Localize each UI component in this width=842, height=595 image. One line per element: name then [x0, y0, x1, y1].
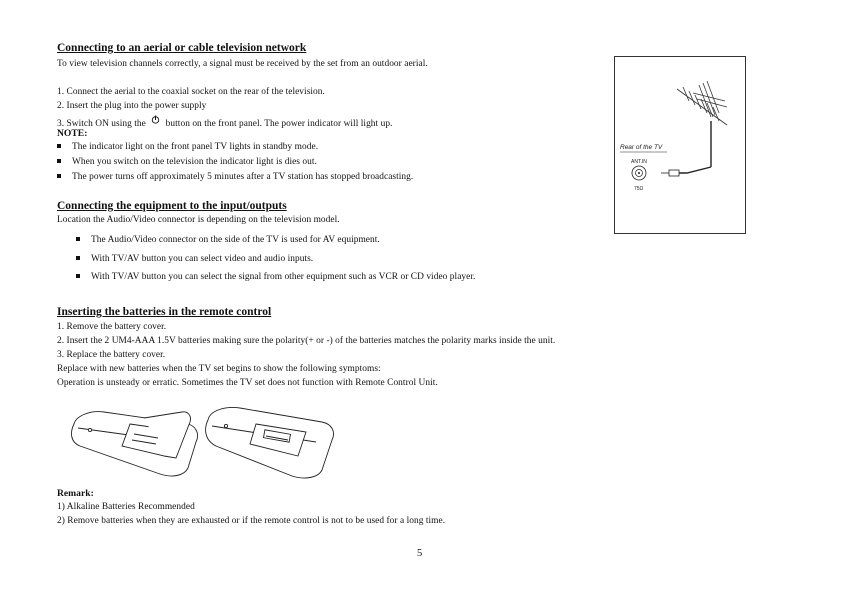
battery-line: Operation is unsteady or erratic. Sometimes the TV set does not function with Remote Control Unit.	[57, 378, 438, 388]
section-heading-batteries: Inserting the batteries in the remote control	[57, 306, 272, 318]
aerial-step-1: 1. Connect the aerial to the coaxial socket on the rear of the television.	[57, 87, 325, 97]
note-text: When you switch on the television the indicator light is dies out.	[72, 157, 317, 167]
section-heading-aerial: Connecting to an aerial or cable television network	[57, 42, 307, 54]
battery-line: 3. Replace the battery cover.	[57, 350, 166, 360]
bullet-icon	[57, 159, 61, 163]
section-heading-equipment: Connecting the equipment to the input/outputs	[57, 200, 287, 212]
bullet-icon	[57, 144, 61, 148]
plug-icon	[669, 170, 679, 176]
bullet-icon	[76, 274, 80, 278]
aerial-intro: To view television channels correctly, a signal must be received by the set from an outdoor aerial.	[57, 59, 428, 69]
bullet-icon	[76, 256, 80, 260]
aerial-step-3	[57, 115, 392, 129]
remark-label: Remark:	[57, 488, 94, 499]
page-number: 5	[417, 548, 423, 559]
note-label: NOTE:	[57, 128, 88, 139]
equipment-item	[76, 254, 313, 264]
rear-tv-figure	[614, 56, 746, 234]
battery-line: Replace with new batteries when the TV set begins to show the following symptoms:	[57, 364, 381, 374]
note-item	[57, 157, 317, 167]
equipment-item	[76, 272, 475, 282]
aerial-connection-illustration	[615, 57, 745, 233]
ohm-label: 75Ω	[634, 186, 644, 192]
aerial-step-2: 2. Insert the plug into the power supply	[57, 101, 207, 111]
aerial-step-3-suffix: button on the front panel. The power indicator will light up.	[165, 119, 393, 129]
remote-battery-illustration	[60, 398, 350, 488]
power-icon	[151, 115, 160, 127]
bullet-icon	[76, 237, 80, 241]
aerial-step-3-text: 3. Switch ON using the	[57, 119, 146, 129]
remote-control-closed-icon	[206, 408, 334, 479]
note-text: The indicator light on the front panel TV lights in standby mode.	[72, 142, 319, 152]
remark-line: 2) Remove batteries when they are exhausted or if the remote control is not to be used for a long time.	[57, 516, 446, 526]
equipment-item	[76, 235, 380, 245]
battery-line: 1. Remove the battery cover.	[57, 322, 167, 332]
note-item	[57, 142, 318, 152]
remark-line: 1) Alkaline Batteries Recommended	[57, 502, 195, 512]
remote-control-open-icon	[72, 412, 198, 476]
note-text: The power turns off approximately 5 minutes after a TV station has stopped broadcasting.	[72, 172, 414, 182]
note-item	[57, 172, 413, 182]
equipment-text: With TV/AV button you can select the signal from other equipment such as VCR or CD video player.	[91, 272, 476, 282]
antenna-icon	[677, 81, 727, 125]
equipment-text: The Audio/Video connector on the side of the TV is used for AV equipment.	[91, 235, 380, 245]
bullet-icon	[57, 174, 61, 178]
jack-label: ANT.IN	[631, 159, 647, 165]
battery-line: 2. Insert the 2 UM4-AAA 1.5V batteries making sure the polarity(+ or -) of the batteries matches the polarity marks inside the unit.	[57, 336, 556, 346]
figure-caption: Rear of the TV	[620, 144, 663, 151]
equipment-intro: Location the Audio/Video connector is depending on the television model.	[57, 215, 340, 225]
equipment-text: With TV/AV button you can select video and audio inputs.	[91, 254, 314, 264]
